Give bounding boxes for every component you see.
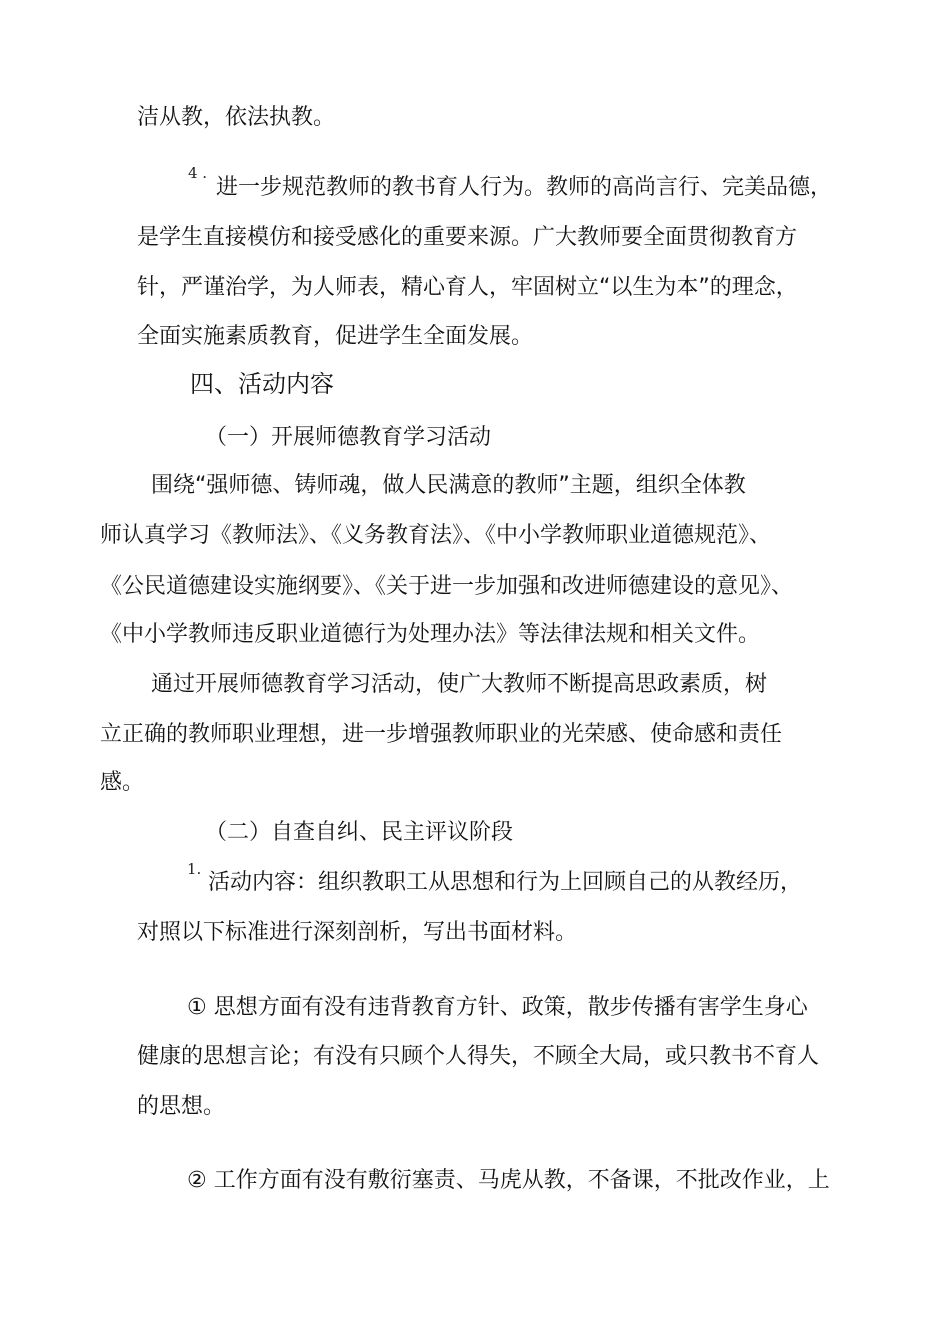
text-line: ② 工作方面有没有敷衍塞责、马虎从教，不备课，不批改作业，上 <box>187 1168 830 1193</box>
text-line: 针，严谨治学，为人师表，精心育人，牢固树立“以生为本”的理念， <box>137 275 798 300</box>
text-line: 师认真学习《教师法》、《义务教育法》、《中小学教师职业道德规范》、 <box>100 523 772 548</box>
text-line: 《中小学教师违反职业道德行为处理办法》等法律法规和相关文件。 <box>100 622 761 647</box>
text-line: 健康的思想言论；有没有只顾个人得失，不顾全大局，或只教书不育人 <box>137 1044 820 1069</box>
text-line: 活动内容：组织教职工从思想和行为上回顾自己的从教经历， <box>208 870 803 895</box>
subsection-heading: （一）开展师德教育学习活动 <box>205 425 492 450</box>
text-line: 全面实施素质教育，促进学生全面发展。 <box>137 324 534 349</box>
text-line: 是学生直接模仿和接受感化的重要来源。广大教师要全面贯彻教育方 <box>137 225 798 250</box>
text-line: 《公民道德建设实施纲要》、《关于进一步加强和改进师德建设的意见》、 <box>100 574 794 599</box>
text-line: 通过开展师德教育学习活动，使广大教师不断提高思政素质，树 <box>151 672 768 697</box>
text-line: 进一步规范教师的教书育人行为。教师的高尚言行、完美品德， <box>216 175 833 200</box>
text-line: 围绕“强师德、铸师魂，做人民满意的教师”主题，组织全体教 <box>151 473 746 498</box>
list-marker-4: 4 . <box>188 164 208 182</box>
text-line: 对照以下标准进行深刻剖析，写出书面材料。 <box>137 920 578 945</box>
subsection-heading: （二）自查自纠、民主评议阶段 <box>205 820 514 845</box>
text-line: 洁从教，依法执教。 <box>137 105 336 130</box>
text-line: 的思想。 <box>137 1094 226 1119</box>
text-line: 立正确的教师职业理想，进一步增强教师职业的光荣感、使命感和责任 <box>100 722 783 747</box>
text-line: ① 思想方面有没有违背教育方针、政策，散步传播有害学生身心 <box>187 995 808 1020</box>
list-marker-1: 1. <box>187 860 202 878</box>
text-line: 感。 <box>100 770 145 795</box>
section-heading: 四、活动内容 <box>190 370 334 398</box>
